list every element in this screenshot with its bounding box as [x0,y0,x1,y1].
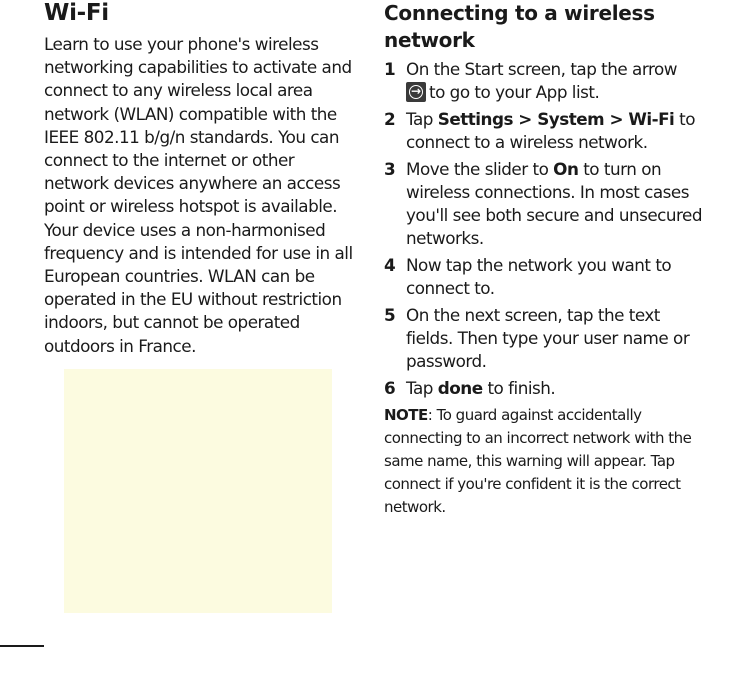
step-text: On the next screen, tap the text fields. Then type your user name or password. [406,305,690,372]
step-text: Tap [406,378,438,399]
step-text: Now tap the network you want to connect to. [406,255,672,299]
step-number: 6 [384,378,396,399]
step-text: to finish. [482,378,556,399]
step-text: Tap [406,108,438,129]
step-number: 3 [384,158,396,179]
step-number: 5 [384,305,396,326]
step-5 [384,304,704,374]
wifi-heading: Wi-Fi [44,0,109,26]
wifi-description: Learn to use your phone's wireless networking capabilities to activate and connect to any wireless local area network (WLAN) compatible with the IEEE 802.11 b/g/n standards. You can connect to the internet or other network devices anywhere an access point or wireless hotspot is available. Your device uses a non-harmonised frequency and is intended for use in all European countries. WLAN can be operated in the EU without restriction indoors, but cannot be operated outdoors in France. [44,34,353,356]
step-text: to go to your App list. [429,82,600,103]
note-paragraph [384,404,704,519]
step-3 [384,158,704,251]
step-4 [384,254,704,300]
step-text: to connect to a wireless network. [406,108,695,153]
step-number: 4 [384,255,396,276]
step-number: 1 [384,59,396,79]
steps-list [384,58,704,400]
step-text: On the Start screen, tap the arrow [406,59,677,79]
step-2 [384,108,704,154]
step-6 [384,377,704,400]
step-number: 2 [384,108,396,129]
step-1 [384,58,704,104]
on-label: On [553,158,579,179]
connecting-heading: Connecting to a wireless network [384,1,655,52]
wifi-section [44,0,354,358]
yellow-note-box [64,369,332,613]
note-label: NOTE [384,406,428,425]
page-footer-rule [0,645,44,647]
note-text: : To guard against accidentally connecting to an incorrect network with the same name, this warning will appear. Tap connect if you're confident it is the correct network. [384,406,692,517]
settings-path: Settings > System > Wi-Fi [437,108,675,129]
arrow-circle-icon [406,82,426,102]
step-text: Move the slider to [406,158,554,179]
step-text: to turn on wireless connections. In most cases you'll see both secure and unsecured networks. [406,158,703,249]
done-label: done [437,378,483,399]
connecting-section [384,0,704,519]
